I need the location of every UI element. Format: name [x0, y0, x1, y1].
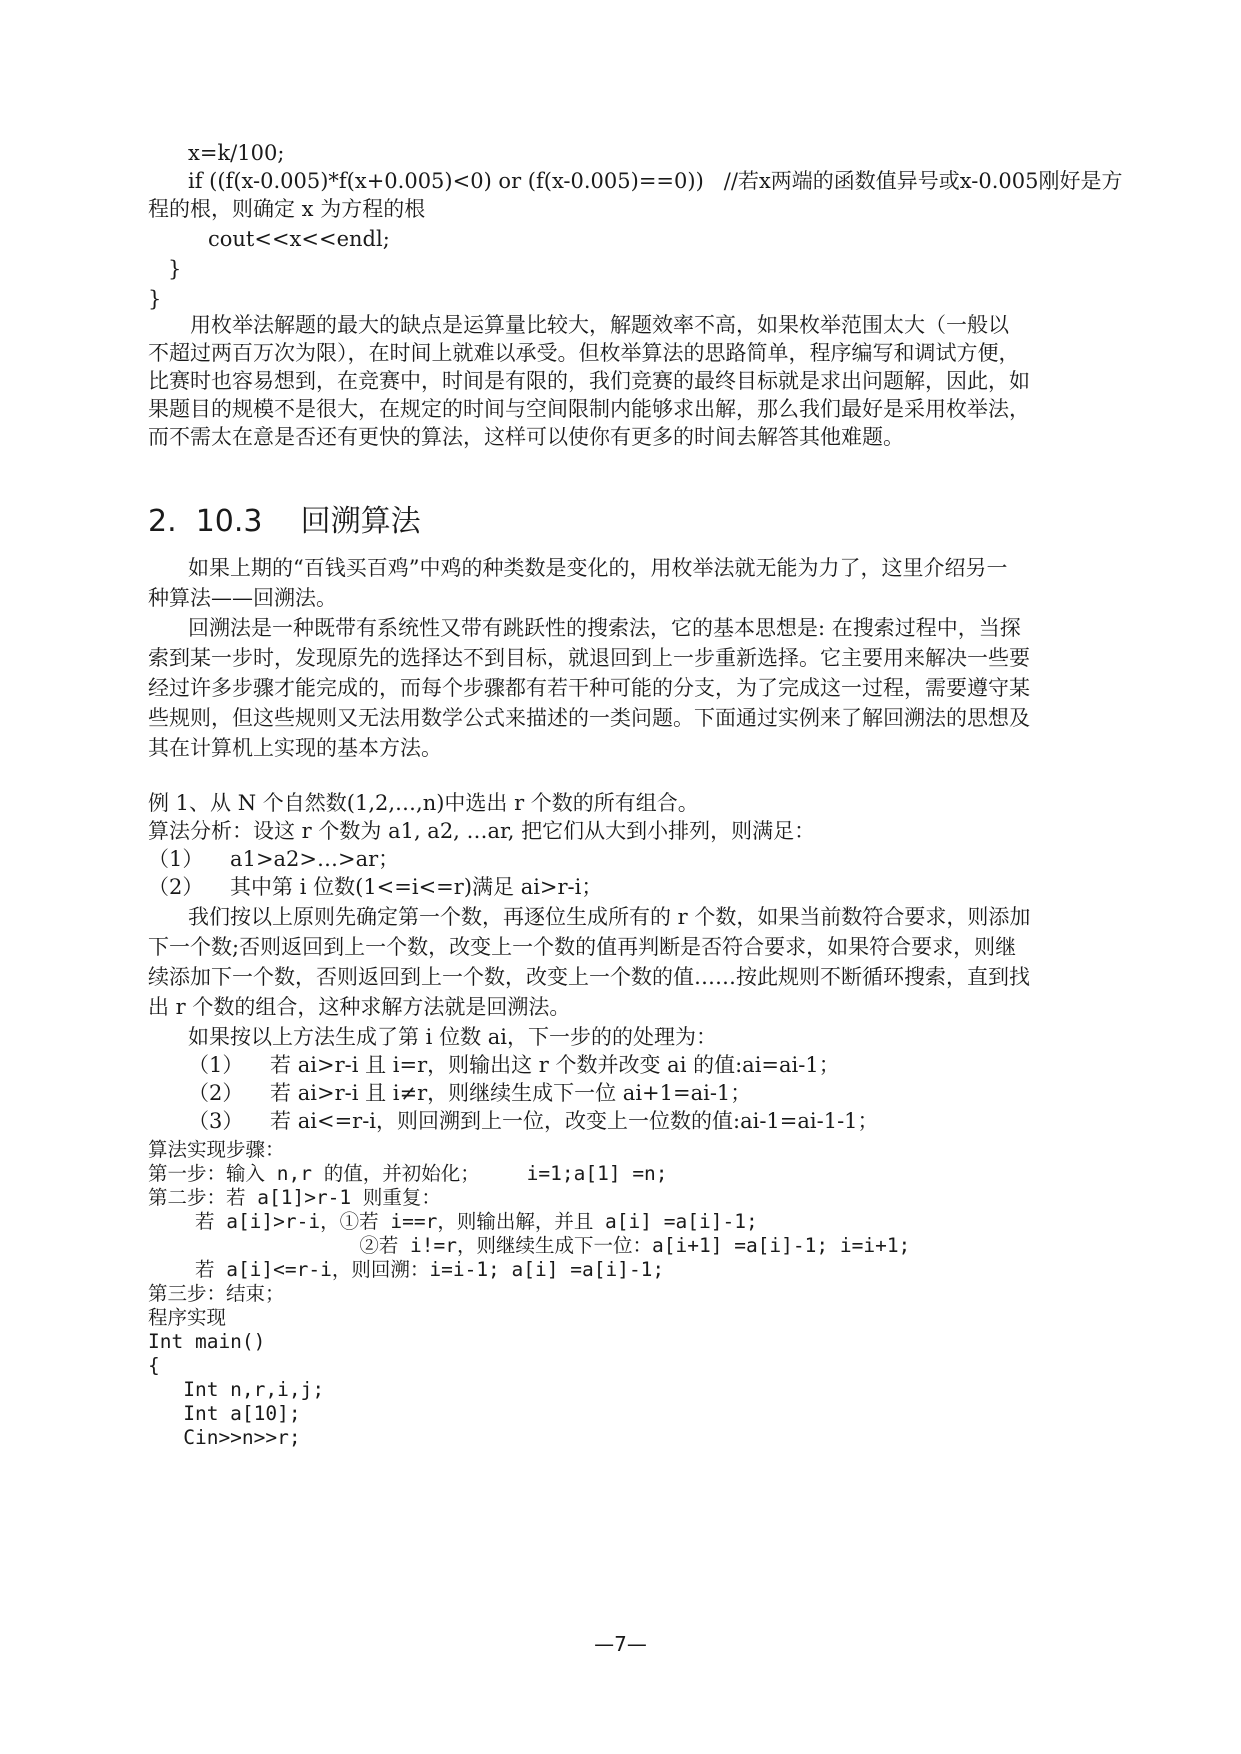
paragraph-line: 而不需太在意是否还有更快的算法，这样可以使你有更多的时间去解答其他难题。: [148, 425, 904, 449]
paragraph-line: 种算法——回溯法。: [148, 586, 337, 610]
paragraph-line: 如果按以上方法生成了第 i 位数 ai，下一步的的处理为：: [188, 1025, 717, 1049]
code-line: }: [168, 257, 182, 281]
paragraph-line: 出 r 个数的组合，这种求解方法就是回溯法。: [148, 995, 571, 1019]
step-line: 若 a[i]>r-i，①若 i==r，则输出解，并且 a[i] =a[i]-1;: [148, 1210, 758, 1233]
step-line: ②若 i!=r，则继续生成下一位：a[i+1] =a[i]-1; i=i+1;: [148, 1234, 911, 1257]
code-line: Cin>>n>>r;: [148, 1426, 301, 1449]
code-line: Int main(): [148, 1330, 266, 1353]
paragraph-line: 索到某一步时，发现原先的选择达不到目标，就退回到上一步重新选择。它主要用来解决一些要: [148, 646, 1030, 670]
paragraph-line: 其在计算机上实现的基本方法。: [148, 736, 442, 760]
paragraph-line: 果题目的规模不是很大，在规定的时间与空间限制内能够求出解，那么我们最好是采用枚举法，: [148, 397, 1030, 421]
code-line: if ((f(x-0.005)*f(x+0.005)<0) or (f(x-0.005)==0)) //若x两端的函数值异号或x-0.005刚好是方: [188, 169, 1123, 193]
code-line: x=k/100;: [188, 141, 285, 165]
analysis-line: 算法分析：设这 r 个数为 a1, a2, …ar, 把它们从大到小排列，则满足：: [148, 819, 816, 843]
step-line: 第二步：若 a[1]>r-1 则重复：: [148, 1186, 441, 1209]
paragraph-line: 用枚举法解题的最大的缺点是运算量比较大，解题效率不高，如果枚举范围太大（一般以: [190, 313, 1009, 337]
step-line: 第三步：结束；: [148, 1282, 285, 1305]
step-line: 第一步：输入 n,r 的值，并初始化； i=1;a[1] =n;: [148, 1162, 668, 1185]
code-line: {: [148, 1354, 160, 1377]
step-line: 若 a[i]<=r-i，则回溯：i=i-1; a[i] =a[i]-1;: [148, 1258, 665, 1281]
code-line: cout<<x<<endl;: [208, 227, 390, 251]
code-line: Int n,r,i,j;: [148, 1378, 325, 1401]
code-line: Int a[10];: [148, 1402, 301, 1425]
paragraph-line: 如果上期的“百钱买百鸡”中鸡的种类数是变化的，用枚举法就无能为力了，这里介绍另一: [188, 556, 1008, 580]
paragraph-line: 我们按以上原则先确定第一个数，再逐位生成所有的 r 个数，如果当前数符合要求，则添加: [188, 905, 1031, 929]
example-title: 例 1、从 N 个自然数(1,2,…,n)中选出 r 个数的所有组合。: [148, 791, 699, 815]
paragraph-line: 经过许多步骤才能完成的，而每个步骤都有若干种可能的分支，为了完成这一过程，需要遵守某: [148, 676, 1030, 700]
paragraph-line: 不超过两百万次为限），在时间上就难以承受。但枚举算法的思路简单，程序编写和调试方便，: [148, 341, 1020, 365]
rule-line: （1） 若 ai>r-i 且 i=r，则输出这 r 个数并改变 ai 的值:ai=ai-1；: [188, 1053, 840, 1077]
rule-line: （2） 若 ai>r-i 且 i≠r，则继续生成下一位 ai+1=ai-1；: [188, 1081, 752, 1105]
page-number: —7—: [594, 1632, 647, 1656]
condition-line: （1） a1>a2>…>ar；: [148, 847, 400, 871]
step-line: 算法实现步骤：: [148, 1138, 285, 1161]
paragraph-line: 回溯法是一种既带有系统性又带有跳跃性的搜索法，它的基本思想是: 在搜索过程中，当探: [188, 616, 1021, 640]
section-title: 2. 10.3 回溯算法: [148, 504, 421, 539]
paragraph-line: 些规则，但这些规则又无法用数学公式来描述的一类问题。下面通过实例来了解回溯法的思想及: [148, 706, 1030, 730]
paragraph-line: 下一个数;否则返回到上一个数，改变上一个数的值再判断是否符合要求，如果符合要求，则继: [148, 935, 1017, 959]
rule-line: （3） 若 ai<=r-i，则回溯到上一位，改变上一位数的值:ai-1=ai-1-1；: [188, 1109, 879, 1133]
condition-line: （2） 其中第 i 位数(1<=i<=r)满足 ai>r-i；: [148, 875, 603, 899]
step-line: 程序实现: [148, 1306, 227, 1329]
code-line: 程的根，则确定 x 为方程的根: [148, 197, 426, 221]
code-line: }: [148, 287, 162, 311]
paragraph-line: 比赛时也容易想到，在竞赛中，时间是有限的，我们竞赛的最终目标就是求出问题解，因此，如: [148, 369, 1030, 393]
paragraph-line: 续添加下一个数，否则返回到上一个数，改变上一个数的值……按此规则不断循环搜索，直到找: [148, 965, 1030, 989]
